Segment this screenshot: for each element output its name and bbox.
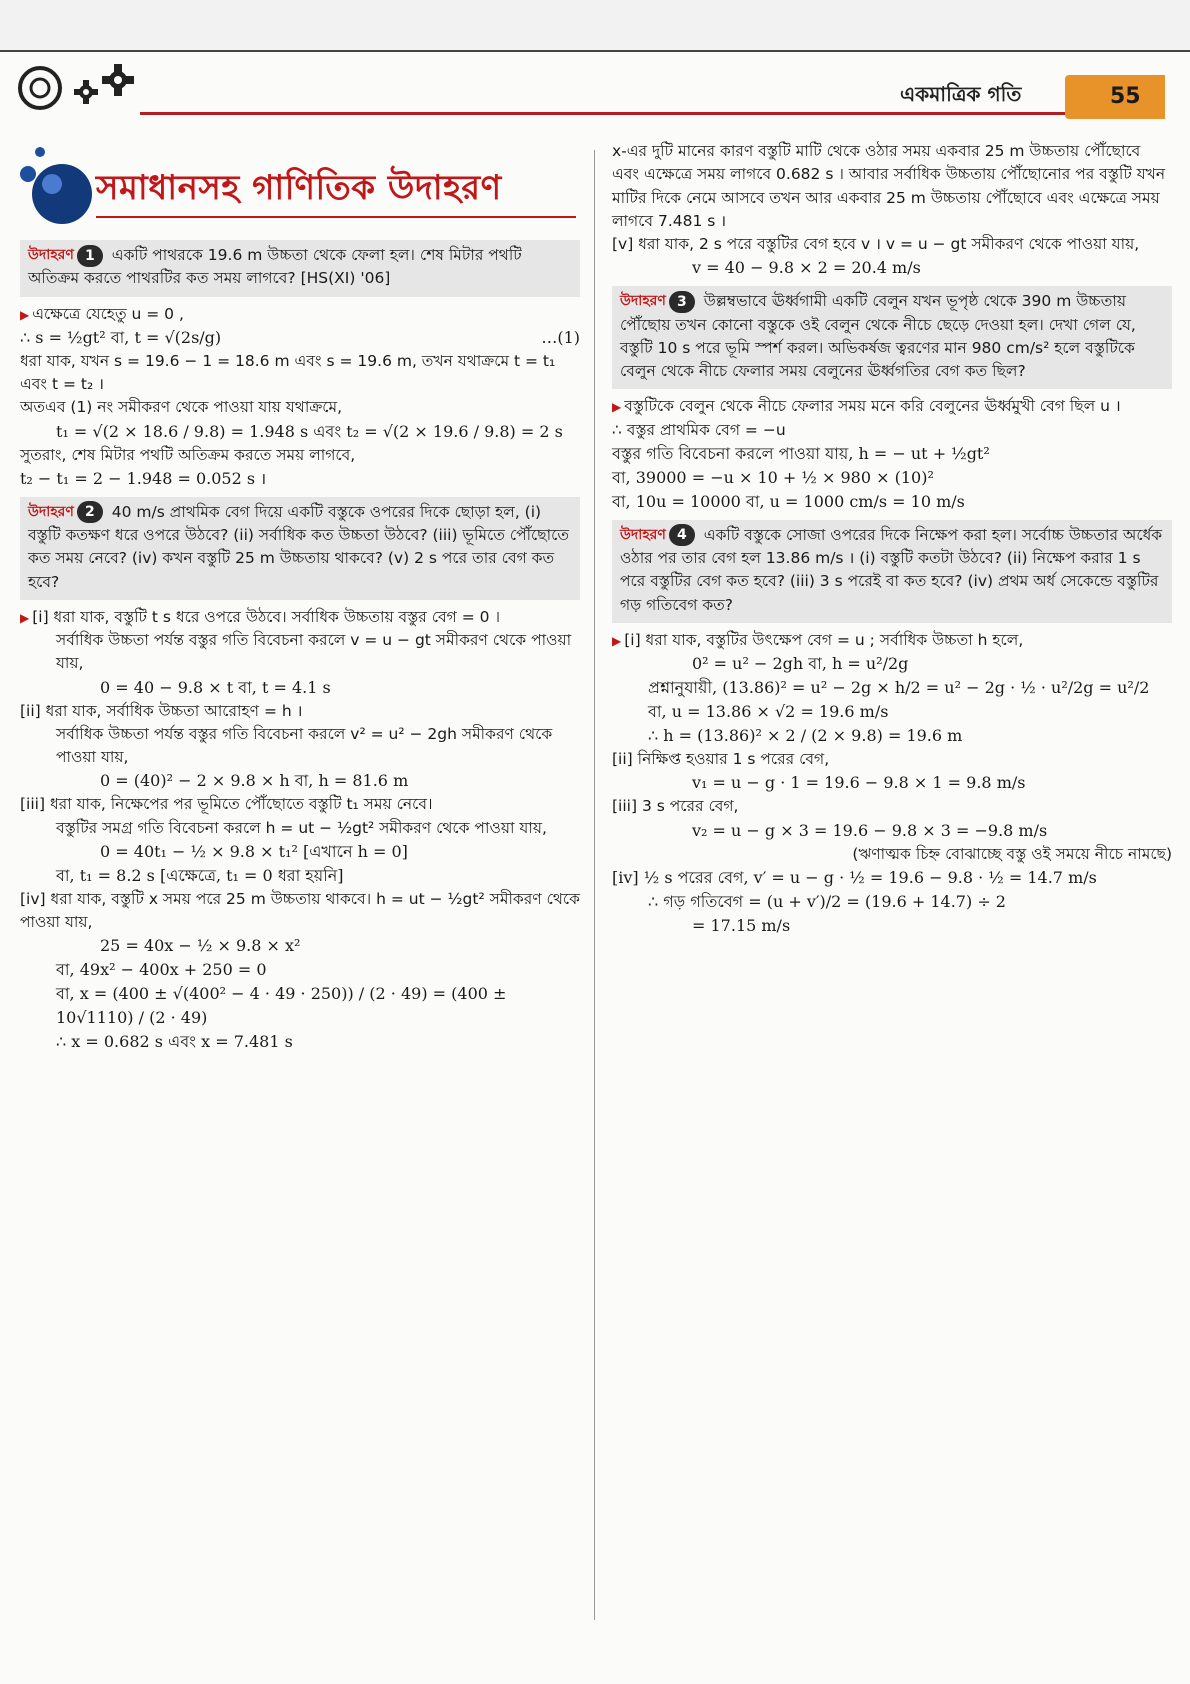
example-tag: উদাহরণ 1: [28, 245, 103, 267]
equation-line: 0 = (40)² − 2 × 9.8 × h বা, h = 81.6 m: [100, 771, 409, 791]
example-tag: উদাহরণ 2: [28, 501, 103, 523]
example-1-problem: একটি পাথরকে 19.6 m উচ্চতা থেকে ফেলা হল। শেষ মিটার পথটি অতিক্রম করতে পাথরটির কত সময় লাগবে? [HS(XI) '06]: [28, 246, 522, 288]
solution-line: সর্বাধিক উচ্চতা পর্যন্ত বস্তুর গতি বিবেচনা করলে v² = u² − 2gh সমীকরণ থেকে পাওয়া যায়,: [56, 724, 553, 766]
equation-line: বা, 39000 = −u × 10 + ½ × 980 × (10)²: [612, 467, 934, 487]
arrow-icon: ▶: [20, 610, 30, 625]
example-number: 1: [77, 245, 103, 267]
equation-line: v₂ = u − g × 3 = 19.6 − 9.8 × 3 = −9.8 m/s: [692, 820, 1048, 840]
equation-line: t₁ = √(2 × 18.6 / 9.8) = 1.948 s এবং t₂ = √(2 × 19.6 / 9.8) = 2 s: [56, 421, 563, 441]
solution-line: ▶ [i] ধরা যাক, বস্তুটি t s ধরে ওপরে উঠবে। সর্বাধিক উচ্চতায় বস্তুর বেগ = 0 ।: [20, 607, 500, 626]
solution-line: [iii] 3 s পরের বেগ,: [612, 797, 739, 816]
equation-line: ∴ x = 0.682 s এবং x = 7.481 s: [56, 1032, 293, 1052]
section-title: সমাধানসহ গাণিতিক উদাহরণ: [96, 168, 502, 208]
example-3-box: [612, 286, 1172, 389]
scan-top-border: [0, 0, 1190, 52]
equation-line: t₂ − t₁ = 2 − 1.948 = 0.052 s ।: [20, 468, 267, 488]
example-4-box: [612, 520, 1172, 623]
solution-line: ∴ বস্তুর প্রাথমিক বেগ = −u: [612, 420, 786, 439]
example-2-problem: 40 m/s প্রাথমিক বেগ দিয়ে একটি বস্তুকে ওপরের দিকে ছোড়া হল, (i) বস্তুটি কতক্ষণ ধরে ওপরে উঠবে? (ii) সর্বাধিক কত উচ্চতা উঠবে? (iii) ভূমিতে পৌঁছোতে কত সময় নেবে? (iv) কখন বস্তুটি 25 m উচ্চতায় থাকবে? (v) 2 s পরে তার বেগ কত হবে?: [28, 502, 570, 591]
equation-line: বা, t₁ = 8.2 s [এক্ষেত্রে, t₁ = 0 ধরা হয়নি]: [56, 865, 344, 885]
equation-line: বা, x = (400 ± √(400² − 4 · 49 · 250)) / (2 · 49) = (400 ± 10√1110) / (2 · 49): [56, 984, 507, 1028]
arrow-icon: ▶: [612, 400, 622, 415]
solution-line: [iii] ধরা যাক, নিক্ষেপের পর ভূমিতে পৌঁছোতে বস্তুটি t₁ সময় নেবে।: [20, 795, 433, 814]
equation-line: v = 40 − 9.8 × 2 = 20.4 m/s: [692, 258, 921, 278]
example-number: 4: [669, 524, 695, 546]
solution-line: ধরা যাক, যখন s = 19.6 − 1 = 18.6 m এবং s = 19.6 m, তখন যথাক্রমে t = t₁ এবং t = t₂ ।: [20, 351, 556, 393]
bubbles-icon: [8, 138, 104, 234]
equation-line: ∴ গড় গতিবেগ = (u + v′)/2 = (19.6 + 14.7) ÷ 2: [648, 891, 1006, 911]
equation-line: v₁ = u − g · 1 = 19.6 − 9.8 × 1 = 9.8 m/s: [692, 773, 1026, 793]
running-title: একমাত্রিক গতি: [900, 82, 1022, 106]
equation-line: [iv] ½ s পরের বেগ, v′ = u − g · ½ = 19.6 − 9.8 · ½ = 14.7 m/s: [612, 867, 1097, 887]
solution-note: (ঋণাত্মক চিহ্ন বোঝাচ্ছে বস্তু ওই সময়ে নীচে নামছে): [852, 844, 1172, 863]
example-tag: উদাহরণ 4: [620, 524, 695, 546]
solution-line: অতএব (1) নং সমীকরণ থেকে পাওয়া যায় যথাক্রমে,: [20, 398, 343, 417]
solution-line: [ii] নিক্ষিপ্ত হওয়ার 1 s পরের বেগ,: [612, 750, 830, 768]
equation-line: 0² = u² − 2gh বা, h = u²/2g: [692, 654, 909, 673]
arrow-icon: ▶: [20, 307, 30, 322]
solution-line: বস্তুটির সমগ্র গতি বিবেচনা করলে h = ut − ½gt² সমীকরণ থেকে পাওয়া যায়,: [56, 818, 547, 837]
example-tag: উদাহরণ 3: [620, 291, 695, 313]
example-number: 3: [669, 291, 695, 313]
equation-line: ∴ h = (13.86)² × 2 / (2 × 9.8) = 19.6 m: [648, 726, 963, 745]
solution-line: ▶ [i] ধরা যাক, বস্তুটির উৎক্ষেপ বেগ = u ; সর্বাধিক উচ্চতা h হলে,: [612, 630, 1024, 649]
example-3-problem: উল্লম্বভাবে ঊর্ধ্বগামী একটি বেলুন যখন ভূপৃষ্ঠ থেকে 390 m উচ্চতায় পৌঁছোয় তখন কোনো বস্তুকে ওই বেলুন থেকে নীচে ছেড়ে দেওয়া হল। দেখা গেল যে, বস্তুটি 10 s পরে ভূমি স্পর্শ করল। অভিকর্ষজ ত্বরণের মান 980 cm/s² হলে বস্তুটিকে বেলুন থেকে নীচে ফেলার সময় বেলুনের ঊর্ধ্বগতির বেগ কত ছিল?: [620, 292, 1136, 380]
page-number: 55: [1110, 84, 1141, 109]
solution-line: ▶ এক্ষেত্রে যেহেতু u = 0 ,: [20, 304, 184, 323]
section-underline: [96, 216, 576, 218]
left-column: [20, 240, 580, 1054]
solution-line: [iv] ধরা যাক, বস্তুটি x সময় পরে 25 m উচ্চতায় থাকবে। h = ut − ½gt² সমীকরণ থেকে পাওয়া যায়,: [20, 889, 580, 931]
equation-line: বা, u = 13.86 × √2 = 19.6 m/s: [648, 702, 889, 721]
solution-line: সুতরাং, শেষ মিটার পথটি অতিক্রম করতে সময় লাগবে,: [20, 445, 356, 464]
example-2-box: [20, 497, 580, 600]
equation-line: 0 = 40 − 9.8 × t বা, t = 4.1 s: [100, 677, 331, 697]
equation-line: 0 = 40t₁ − ½ × 9.8 × t₁² [এখানে h = 0]: [100, 841, 408, 861]
solution-line: সর্বাধিক উচ্চতা পর্যন্ত বস্তুর গতি বিবেচনা করলে v = u − gt সমীকরণ থেকে পাওয়া যায়,: [56, 631, 572, 673]
gear-icon: [14, 58, 144, 114]
example-number: 2: [77, 501, 103, 523]
equation-line: প্রশ্নানুযায়ী, (13.86)² = u² − 2g × h/2 = u² − 2g · ½ · u²/2g = u²/2: [648, 678, 1150, 697]
equation-line: = 17.15 m/s: [692, 915, 791, 935]
solution-line: ▶ বস্তুটিকে বেলুন থেকে নীচে ফেলার সময় মনে করি বেলুনের ঊর্ধ্বমুখী বেগ ছিল u ।: [612, 397, 1121, 416]
equation-line: বস্তুর গতি বিবেচনা করলে পাওয়া যায়, h = − ut + ½gt²: [612, 443, 990, 463]
example-4-problem: একটি বস্তুকে সোজা ওপরের দিকে নিক্ষেপ করা হল। সর্বোচ্চ উচ্চতার অর্ধেক ওঠার পর তার বেগ হল 13.86 m/s । (i) বস্তুটি কতটা উঠবে? (ii) নিক্ষেপ করার 1 s পরে বস্তুটির বেগ কত হবে? (iii) 3 s পরেই বা কত হবে? (iv) প্রথম অর্ধ সেকেন্ডে বস্তুটির গড় গতিবেগ কত?: [620, 525, 1163, 614]
equation-line: ∴ s = ½gt² বা, t = √(2s/g) …(1): [20, 327, 580, 347]
equation-line: 25 = 40x − ½ × 9.8 × x²: [100, 936, 301, 956]
arrow-icon: ▶: [612, 633, 622, 648]
solution-line: x-এর দুটি মানের কারণ বস্তুটি মাটি থেকে ওঠার সময় একবার 25 m উচ্চতায় পৌঁছোবে এবং এক্ষেত্রে সময় লাগবে 0.682 s । আবার সর্বাধিক উচ্চতায় পৌঁছোনোর পর বস্তুটি যখন মাটির দিকে নেমে আসবে তখন আর একবার 25 m উচ্চতায় পৌঁছোবে এবং এক্ষেত্রে সময় লাগবে 7.481 s ।: [612, 142, 1166, 230]
example-1-box: [20, 240, 580, 297]
column-divider: [594, 150, 595, 1620]
right-column: [612, 140, 1172, 938]
solution-line: [v] ধরা যাক, 2 s পরে বস্তুটির বেগ হবে v । v = u − gt সমীকরণ থেকে পাওয়া যায়,: [612, 235, 1140, 253]
equation-line: বা, 10u = 10000 বা, u = 1000 cm/s = 10 m/s: [612, 491, 965, 511]
solution-line: [ii] ধরা যাক, সর্বাধিক উচ্চতা আরোহণ = h ।: [20, 701, 303, 720]
equation-line: বা, 49x² − 400x + 250 = 0: [56, 960, 267, 980]
